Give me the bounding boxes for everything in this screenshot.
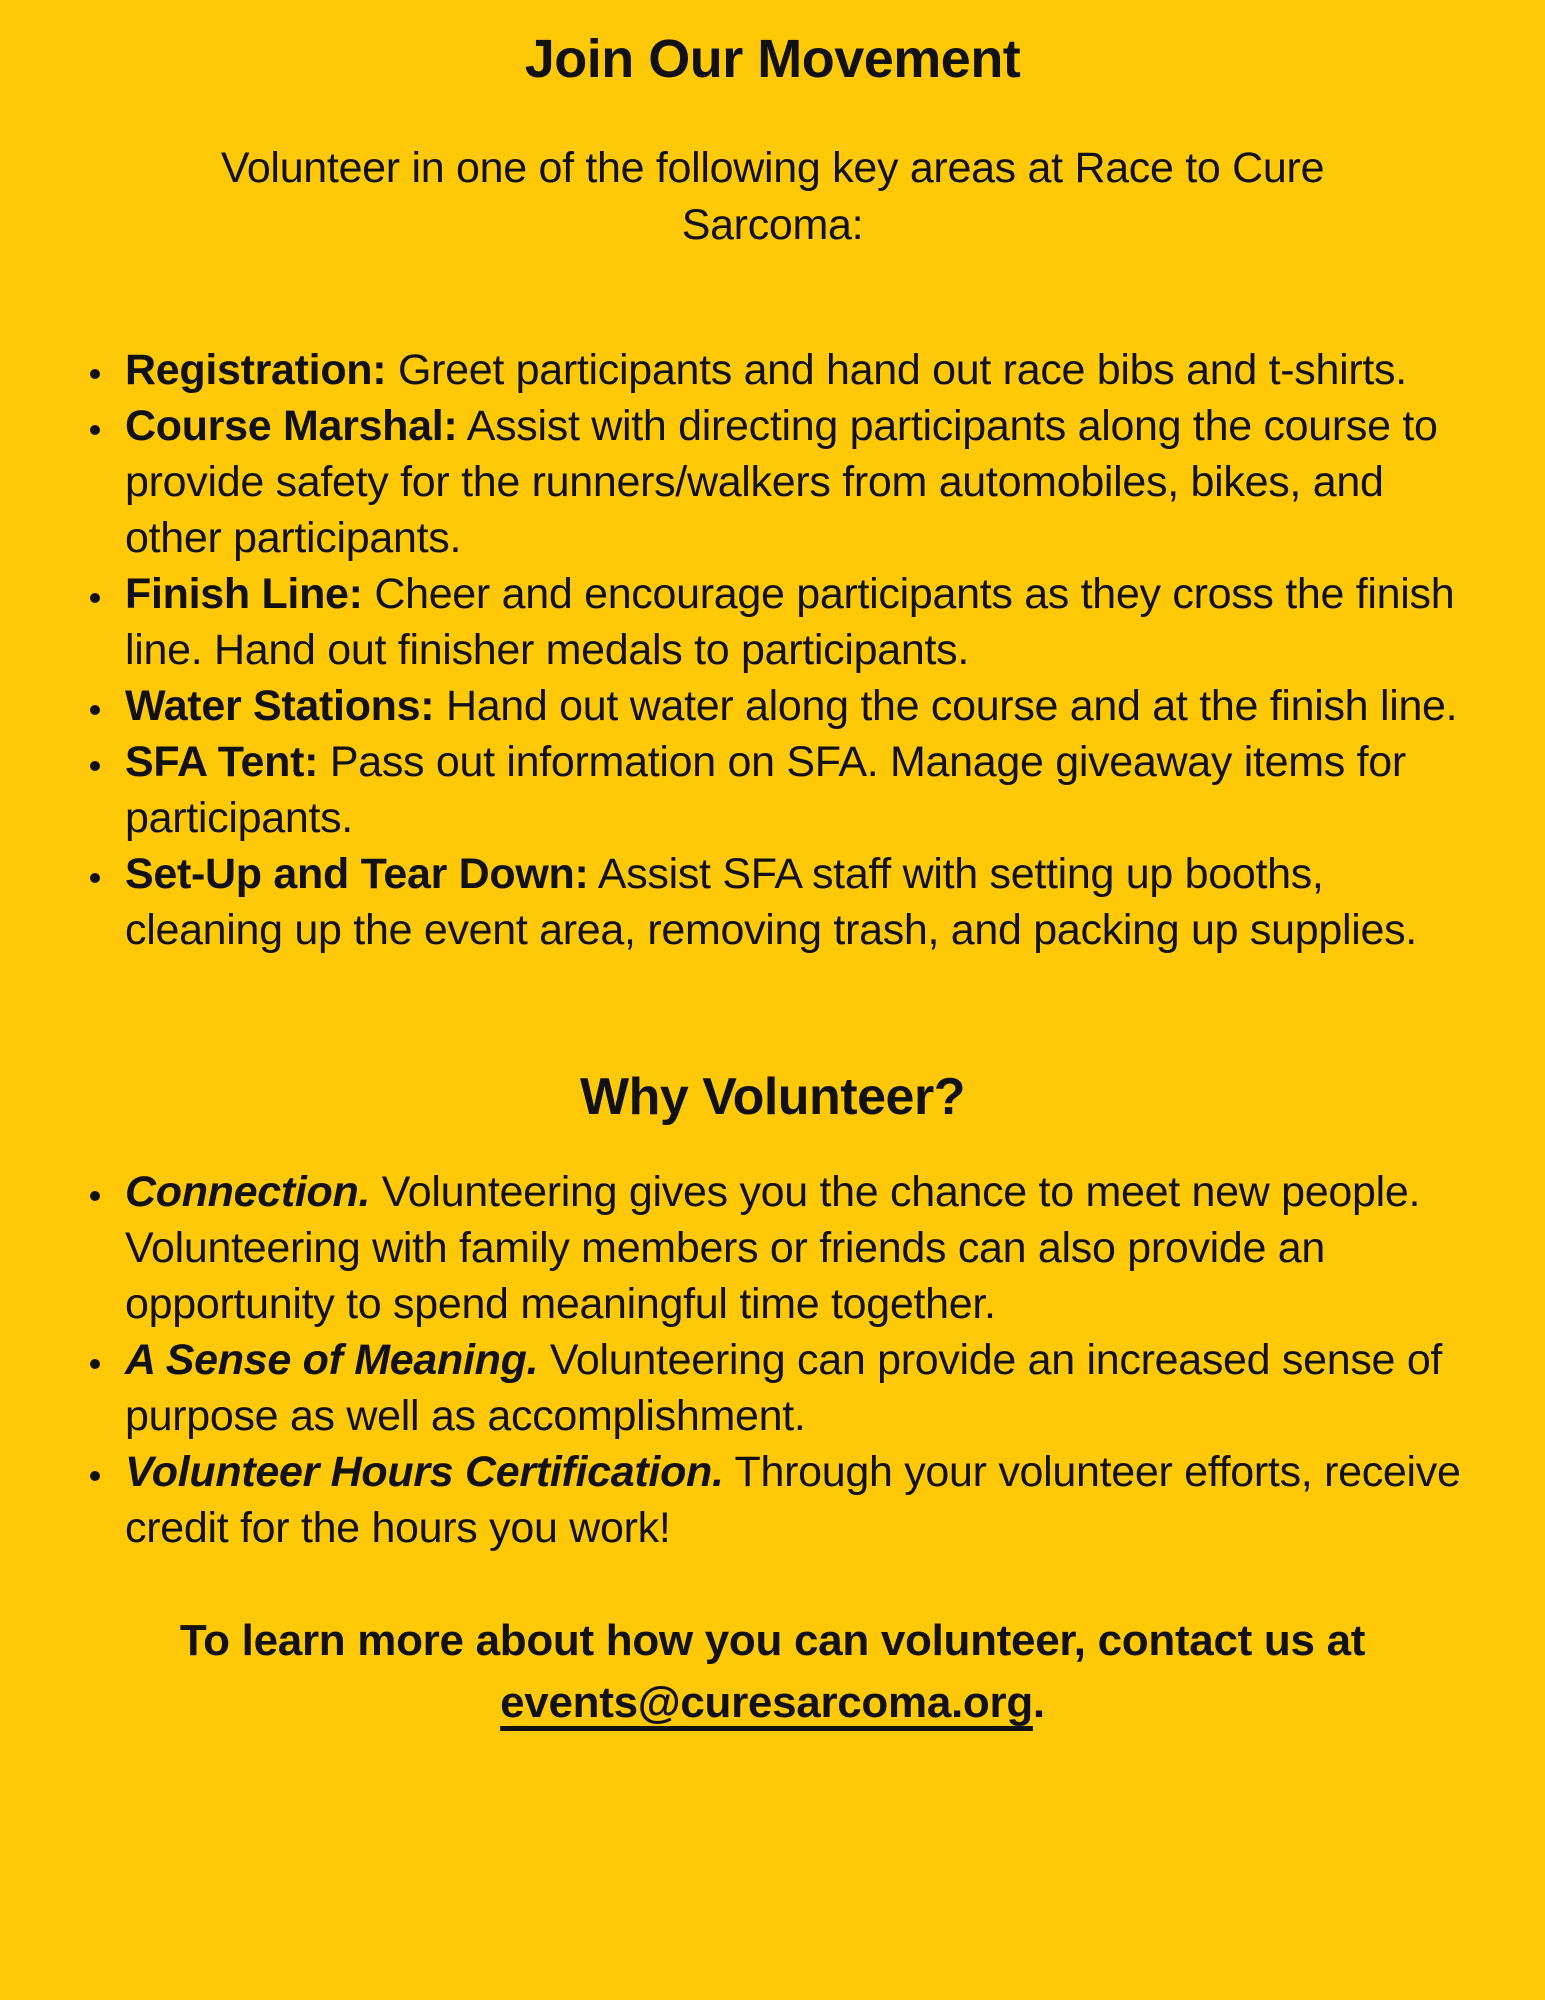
- email-link[interactable]: events@curesarcoma.org: [500, 1678, 1033, 1727]
- area-text: Greet participants and hand out race bibs and t-shirts.: [397, 346, 1407, 394]
- list-item-water-stations: [117, 678, 1490, 734]
- list-item-connection: [117, 1164, 1490, 1332]
- area-text: Pass out information on SFA. Manage giveaway items for participants.: [125, 738, 1406, 842]
- list-item-setup-teardown: [117, 846, 1490, 958]
- why-text: Through your volunteer efforts, receive credit for the hours you work!: [125, 1448, 1461, 1552]
- footer-period: .: [1032, 1678, 1045, 1727]
- why-text: Volunteering can provide an increased sense of purpose as well as accomplishment.: [125, 1336, 1443, 1440]
- why-label: Connection.: [125, 1168, 371, 1216]
- list-item-sense-of-meaning: [117, 1332, 1490, 1444]
- contact-footer: [73, 1610, 1473, 1734]
- why-volunteer-list: [55, 1164, 1490, 1556]
- area-label: SFA Tent:: [125, 738, 319, 786]
- area-label: Set-Up and Tear Down:: [125, 850, 589, 898]
- intro-text: Volunteer in one of the following key areas at Race to Cure Sarcoma:: [220, 144, 1325, 249]
- volunteer-areas-list: [55, 342, 1490, 958]
- area-text: Cheer and encourage participants as they cross the finish line. Hand out finisher medals to participants.: [125, 570, 1455, 674]
- area-text: Assist with directing participants along the course to provide safety for the runners/walkers from automobiles, bikes, and other participants.: [125, 402, 1438, 562]
- why-label: Volunteer Hours Certification.: [125, 1448, 724, 1496]
- why-text: Volunteering gives you the chance to meet new people. Volunteering with family members or friends can also provide an opportunity to spend meaningful time together.: [125, 1168, 1421, 1328]
- area-text: Assist SFA staff with setting up booths, cleaning up the event area, removing trash, and packing up supplies.: [125, 850, 1417, 954]
- list-item-hours-certification: [117, 1444, 1490, 1556]
- why-volunteer-heading: Why Volunteer?: [580, 1068, 965, 1126]
- list-item-finish-line: [117, 566, 1490, 678]
- page-title: Join Our Movement: [524, 29, 1021, 89]
- area-label: Water Stations:: [125, 682, 435, 730]
- area-label: Course Marshal:: [125, 402, 458, 450]
- why-label: A Sense of Meaning.: [125, 1336, 539, 1384]
- list-item-sfa-tent: [117, 734, 1490, 846]
- footer-text: To learn more about how you can volunteer, contact us at: [179, 1616, 1366, 1665]
- area-label: Registration:: [125, 346, 387, 394]
- list-item-course-marshal: [117, 398, 1490, 566]
- list-item-registration: [117, 342, 1490, 398]
- area-label: Finish Line:: [125, 570, 363, 618]
- area-text: Hand out water along the course and at the finish line.: [445, 682, 1458, 730]
